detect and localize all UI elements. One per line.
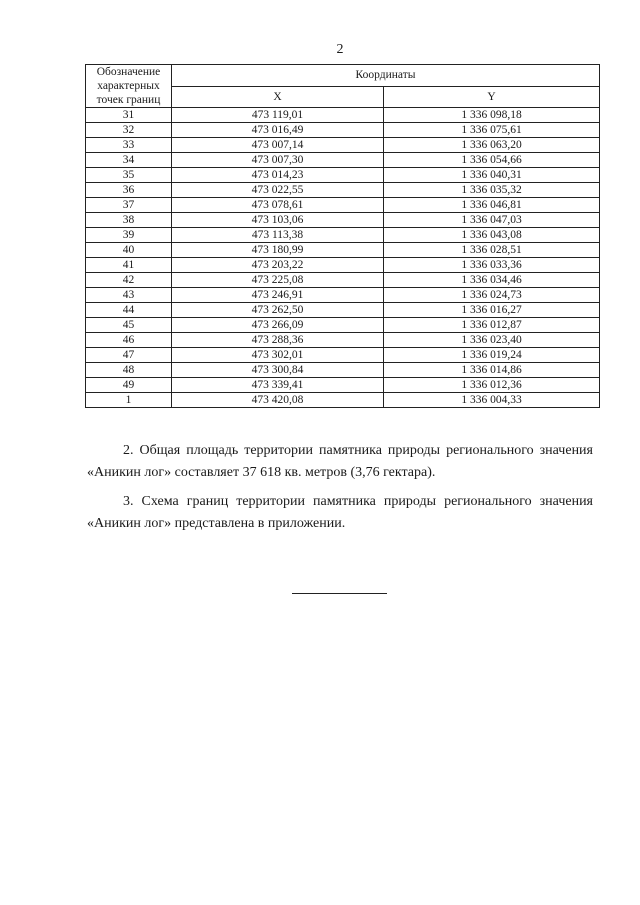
y-cell: 1 336 028,51 xyxy=(384,243,600,258)
x-cell: 473 339,41 xyxy=(172,378,384,393)
y-cell: 1 336 034,46 xyxy=(384,273,600,288)
x-cell: 473 300,84 xyxy=(172,363,384,378)
point-cell: 41 xyxy=(86,258,172,273)
header-x: X xyxy=(172,86,384,108)
x-cell: 473 007,30 xyxy=(172,153,384,168)
point-cell: 44 xyxy=(86,303,172,318)
scheme-paragraph: 3. Схема границ территории памятника природы регионального значения «Аникин лог» представлена в приложении. xyxy=(87,494,593,531)
y-cell: 1 336 012,87 xyxy=(384,318,600,333)
y-cell: 1 336 033,36 xyxy=(384,258,600,273)
table-row xyxy=(86,273,600,288)
table-row xyxy=(86,288,600,303)
y-cell: 1 336 054,66 xyxy=(384,153,600,168)
x-cell: 473 103,06 xyxy=(172,213,384,228)
y-cell: 1 336 043,08 xyxy=(384,228,600,243)
y-cell: 1 336 047,03 xyxy=(384,213,600,228)
header-coordinates: Координаты xyxy=(172,65,600,87)
point-cell: 34 xyxy=(86,153,172,168)
signoff-divider xyxy=(292,593,387,594)
table-row xyxy=(86,243,600,258)
x-cell: 473 180,99 xyxy=(172,243,384,258)
table-row xyxy=(86,318,600,333)
point-cell: 39 xyxy=(86,228,172,243)
x-cell: 473 203,22 xyxy=(172,258,384,273)
y-cell: 1 336 040,31 xyxy=(384,168,600,183)
y-cell: 1 336 023,40 xyxy=(384,333,600,348)
point-cell: 33 xyxy=(86,138,172,153)
x-cell: 473 022,55 xyxy=(172,183,384,198)
x-cell: 473 225,08 xyxy=(172,273,384,288)
page-number: 2 xyxy=(336,42,344,57)
header-point-label: Обозначение характерных точек границ xyxy=(86,65,172,108)
y-cell: 1 336 016,27 xyxy=(384,303,600,318)
y-cell: 1 336 098,18 xyxy=(384,108,600,123)
x-cell: 473 016,49 xyxy=(172,123,384,138)
table-row xyxy=(86,333,600,348)
y-cell: 1 336 014,86 xyxy=(384,363,600,378)
point-cell: 46 xyxy=(86,333,172,348)
point-cell: 49 xyxy=(86,378,172,393)
table-row xyxy=(86,303,600,318)
y-cell: 1 336 035,32 xyxy=(384,183,600,198)
point-cell: 36 xyxy=(86,183,172,198)
point-cell: 43 xyxy=(86,288,172,303)
area-paragraph: 2. Общая площадь территории памятника природы регионального значения «Аникин лог» составляет 37 618 кв. метров (3,76 гектара). xyxy=(87,443,593,480)
x-cell: 473 113,38 xyxy=(172,228,384,243)
y-cell: 1 336 063,20 xyxy=(384,138,600,153)
table-row xyxy=(86,123,600,138)
point-cell: 31 xyxy=(86,108,172,123)
table-row xyxy=(86,153,600,168)
table-row xyxy=(86,258,600,273)
table-row xyxy=(86,183,600,198)
x-cell: 473 014,23 xyxy=(172,168,384,183)
table-row xyxy=(86,213,600,228)
x-cell: 473 262,50 xyxy=(172,303,384,318)
x-cell: 473 288,36 xyxy=(172,333,384,348)
x-cell: 473 119,01 xyxy=(172,108,384,123)
point-cell: 48 xyxy=(86,363,172,378)
coordinates-table xyxy=(85,64,600,408)
point-cell: 37 xyxy=(86,198,172,213)
point-cell: 47 xyxy=(86,348,172,363)
point-cell: 1 xyxy=(86,393,172,408)
point-cell: 35 xyxy=(86,168,172,183)
point-cell: 38 xyxy=(86,213,172,228)
x-cell: 473 420,08 xyxy=(172,393,384,408)
table-row xyxy=(86,108,600,123)
coordinates-table-body xyxy=(86,108,600,408)
x-cell: 473 246,91 xyxy=(172,288,384,303)
table-row xyxy=(86,363,600,378)
table-row xyxy=(86,393,600,408)
table-row xyxy=(86,168,600,183)
y-cell: 1 336 012,36 xyxy=(384,378,600,393)
x-cell: 473 302,01 xyxy=(172,348,384,363)
x-cell: 473 266,09 xyxy=(172,318,384,333)
x-cell: 473 007,14 xyxy=(172,138,384,153)
y-cell: 1 336 046,81 xyxy=(384,198,600,213)
point-cell: 40 xyxy=(86,243,172,258)
y-cell: 1 336 075,61 xyxy=(384,123,600,138)
table-row xyxy=(86,198,600,213)
y-cell: 1 336 024,73 xyxy=(384,288,600,303)
point-cell: 32 xyxy=(86,123,172,138)
y-cell: 1 336 019,24 xyxy=(384,348,600,363)
table-row xyxy=(86,138,600,153)
header-y: Y xyxy=(384,86,600,108)
table-row xyxy=(86,228,600,243)
table-row xyxy=(86,348,600,363)
x-cell: 473 078,61 xyxy=(172,198,384,213)
point-cell: 45 xyxy=(86,318,172,333)
table-row xyxy=(86,378,600,393)
y-cell: 1 336 004,33 xyxy=(384,393,600,408)
point-cell: 42 xyxy=(86,273,172,288)
